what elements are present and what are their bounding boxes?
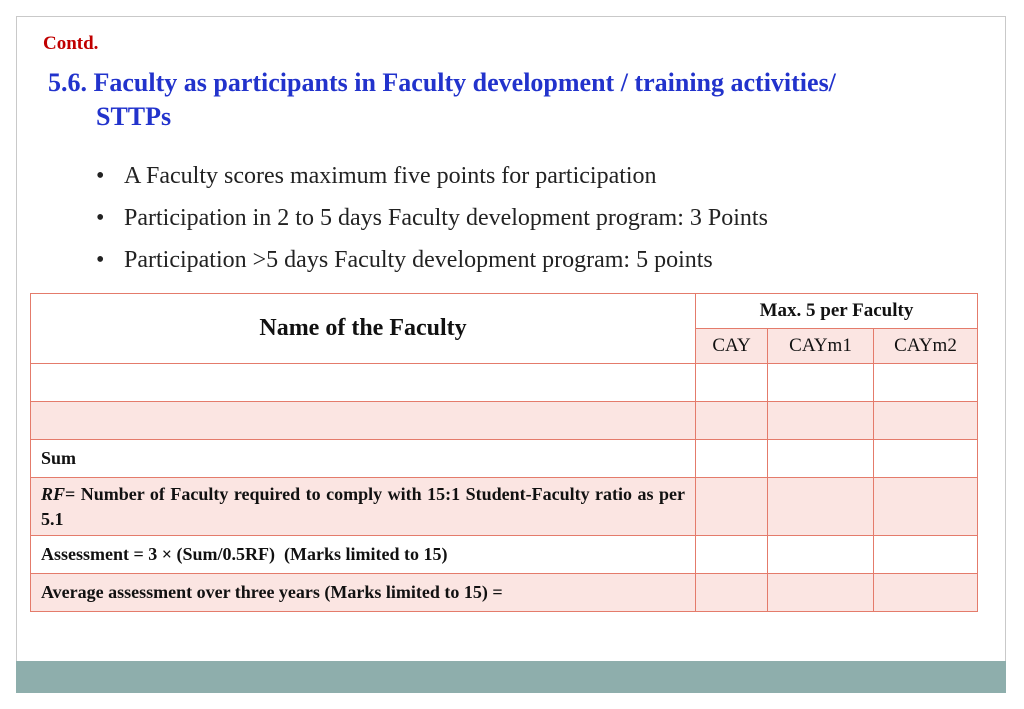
caym2-cell[interactable] bbox=[874, 402, 978, 440]
bullet-list bbox=[96, 160, 768, 286]
section-title-line2: STTPs bbox=[96, 102, 172, 131]
bullet-icon: • bbox=[96, 247, 105, 273]
caym2-cell[interactable] bbox=[874, 364, 978, 402]
cay-cell[interactable] bbox=[696, 536, 768, 574]
cay-cell[interactable] bbox=[696, 574, 768, 612]
average-label: Average assessment over three years (Marks limited to 15) = bbox=[31, 574, 696, 612]
sum-label: Sum bbox=[31, 440, 696, 478]
column-header-caym2: CAYm2 bbox=[874, 329, 978, 364]
rf-text: = Number of Faculty required to comply with 15:1 Student-Faculty ratio as per 5.1 bbox=[41, 483, 685, 529]
cay-cell[interactable] bbox=[696, 402, 768, 440]
caym2-cell[interactable] bbox=[874, 478, 978, 536]
cay-cell[interactable] bbox=[696, 364, 768, 402]
faculty-name-cell[interactable] bbox=[31, 402, 696, 440]
rf-italic: RF bbox=[41, 483, 66, 504]
cay-cell[interactable] bbox=[696, 478, 768, 536]
average-row bbox=[31, 574, 978, 612]
assessment-label: Assessment = 3 × (Sum/0.5RF) (Marks limited to 15) bbox=[31, 536, 696, 574]
faculty-name-cell[interactable] bbox=[31, 364, 696, 402]
assessment-row bbox=[31, 536, 978, 574]
bullet-icon: • bbox=[96, 163, 105, 189]
bullet-item: • Participation in 2 to 5 days Faculty development program: 3 Points bbox=[96, 202, 768, 244]
sum-row bbox=[31, 440, 978, 478]
column-header-caym1: CAYm1 bbox=[768, 329, 874, 364]
caym1-cell[interactable] bbox=[768, 364, 874, 402]
bullet-item: • A Faculty scores maximum five points for participation bbox=[96, 160, 768, 202]
contd-label: Contd. bbox=[43, 33, 99, 54]
section-heading bbox=[48, 66, 948, 134]
faculty-score-table bbox=[30, 293, 978, 612]
table-row bbox=[31, 364, 978, 402]
section-number: 5.6. bbox=[48, 68, 87, 97]
name-of-faculty-header: Name of the Faculty bbox=[31, 294, 696, 364]
rf-row bbox=[31, 478, 978, 536]
caym1-cell[interactable] bbox=[768, 478, 874, 536]
footer-band bbox=[16, 661, 1006, 693]
caym1-cell[interactable] bbox=[768, 574, 874, 612]
table-row bbox=[31, 402, 978, 440]
caym2-cell[interactable] bbox=[874, 536, 978, 574]
caym2-cell[interactable] bbox=[874, 440, 978, 478]
bullet-item: • Participation >5 days Faculty development program: 5 points bbox=[96, 244, 768, 286]
bullet-icon: • bbox=[96, 205, 105, 231]
section-title-line1: Faculty as participants in Faculty development / training activities/ bbox=[93, 68, 836, 97]
caym1-cell[interactable] bbox=[768, 402, 874, 440]
caym1-cell[interactable] bbox=[768, 536, 874, 574]
max-per-faculty-header: Max. 5 per Faculty bbox=[696, 294, 978, 329]
cay-cell[interactable] bbox=[696, 440, 768, 478]
caym2-cell[interactable] bbox=[874, 574, 978, 612]
column-header-cay: CAY bbox=[696, 329, 768, 364]
rf-label bbox=[31, 478, 696, 536]
caym1-cell[interactable] bbox=[768, 440, 874, 478]
